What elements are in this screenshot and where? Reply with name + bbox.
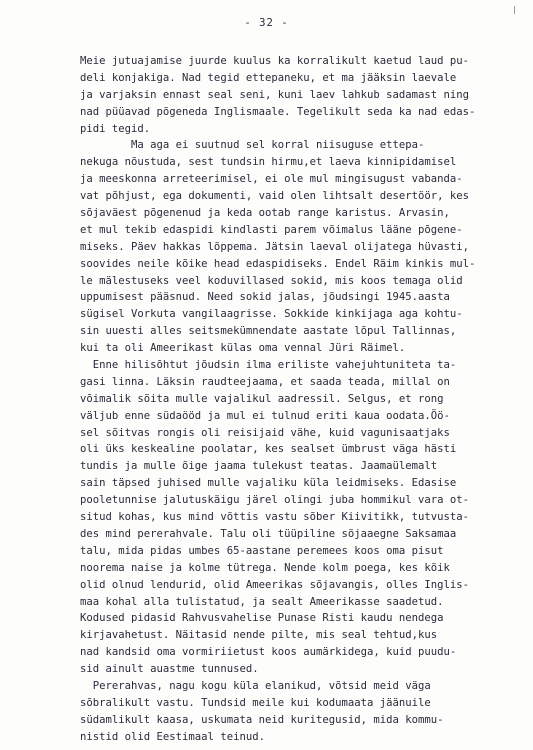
text-line: Enne hilisõhtut jõudsin ilma eriliste vahejuhtuniteta ta- — [80, 359, 457, 372]
text-line: sügisel Vorkuta vangilaagrisse. Sokkide kinkijaga aga kohtu- — [80, 308, 463, 321]
text-line: Pererahvas, nagu kogu küla elanikud, võtsid meid väga — [80, 679, 431, 692]
text-line: kirjavahetust. Näitasid nende pilte, mis seal tehtud,kus — [80, 629, 438, 642]
text-line: uppumisest pääsnud. Need sokid jalas, jõudsingi 1945.aasta — [80, 291, 450, 304]
text-line: et mul tekib edaspidi kindlasti parem võimalus lääne põgene- — [80, 223, 463, 236]
text-line: sain täpsed juhised mulle vajaliku küla leidmiseks. Edasise — [80, 477, 457, 490]
text-line: Kodused pidasid Rahvusvahelise Punase Risti kaudu nendega — [80, 612, 444, 625]
text-line: Ma aga ei suutnud sel korral niisuguse ettepa- — [80, 139, 425, 152]
text-line: sel sõitvas rongis oli reisijaid vähe, kuid vagunisaatjaks — [80, 426, 450, 439]
text-line: miseks. Päev hakkas lõppema. Jätsin laeval olijatega hüvasti, — [80, 240, 470, 253]
text-line: sõbralikult vastu. Tundsid meile kui kodumaata jäänuile — [80, 696, 431, 709]
paragraph — [80, 137, 520, 357]
text-line: nekuga nõustuda, sest tundsin hirmu,et laeva kinnipidamisel — [80, 156, 457, 169]
body-text — [80, 53, 520, 746]
text-line: situd kohas, kus mind võttis vastu sõber Kiivitikk, tutvusta- — [80, 511, 470, 524]
paragraph — [80, 357, 520, 678]
text-line: sõjaväest põgenenud ja keda ootab range karistus. Arvasin, — [80, 207, 450, 220]
text-line: maa kohal alla tulistatud, ja sealt Ameerikasse saadetud. — [80, 595, 444, 608]
text-line: oli üks keskealine poolatar, kes sealset ümbrust väga hästi — [80, 443, 457, 456]
text-line: vat põhjust, ega dokumenti, vaid olen lihtsalt desertöör, kes — [80, 190, 470, 203]
text-line: pidi tegid. — [80, 122, 151, 135]
text-line: Meie jutuajamise juurde kuulus ka korralikult kaetud laud pu- — [80, 55, 470, 67]
text-line: väljub enne südaööd ja mul ei tulnud eriti kaua oodata.Öö- — [80, 409, 450, 422]
text-line: soovides neile kõike head edaspidiseks. Endel Räim kinkis mul- — [80, 257, 476, 270]
text-line: ja varjaksin ennast seal seni, kuni laev lahkub sadamast ning — [80, 88, 470, 101]
text-line: nistid olid Eestimaal teinud. — [80, 730, 265, 743]
text-line: talu, mida pidas umbes 65-aastane peremees koos oma pisut — [80, 544, 444, 557]
margin-tick-mark — [514, 6, 515, 14]
text-line: südamlikult kaasa, uskumata neid kuritegusid, mida kommu- — [80, 713, 444, 726]
text-line: pooletunnise jalutuskäigu järel olingi juba hommikul vara ot- — [80, 494, 470, 507]
text-line: nad kandsid oma vormiriietust koos aumärkidega, kuid puudu- — [80, 646, 457, 659]
text-line: võimalik sõita mulle vajalikul aadressil. Selgus, et rong — [80, 392, 444, 405]
text-line: deli konjakiga. Nad tegid ettepaneku, et ma jääksin laevale — [80, 71, 457, 84]
text-line: des mind pererahvale. Talu oli tüüpiline sõjaaegne Saksamaa — [80, 527, 457, 540]
text-line: kui ta oli Ameerikast külas oma vennal Jüri Räimel. — [80, 342, 406, 355]
text-line: ja meeskonna arreteerimisel, ei ole mul mingisugust vabanda- — [80, 173, 463, 186]
page-number: - 32 - — [244, 17, 289, 29]
text-line: olid olnud lendurid, olid Ameerikas sõjavangis, olles Inglis- — [80, 578, 470, 591]
paragraph — [80, 678, 520, 746]
paragraph — [80, 53, 520, 137]
text-line: le mälestuseks veel koduvillased sokid, mis koos temaga olid — [80, 274, 463, 287]
text-line: sin uuesti alles seitsmekümnendate aastate lõpul Tallinnas, — [80, 325, 457, 338]
text-line: sid ainult auastme tunnused. — [80, 663, 259, 676]
text-line: gasi linna. Läksin raudteejaama, et saada teada, millal on — [80, 375, 450, 388]
text-line: noorema naise ja kolme tütrega. Nende kolm poega, kes kõik — [80, 561, 450, 574]
text-line: nad püüavad põgeneda Inglismaale. Tegelikult seda ka nad edas- — [80, 105, 476, 118]
text-line: tundis ja mulle õige jaama tulekust teatas. Jaamaülemalt — [80, 460, 438, 473]
